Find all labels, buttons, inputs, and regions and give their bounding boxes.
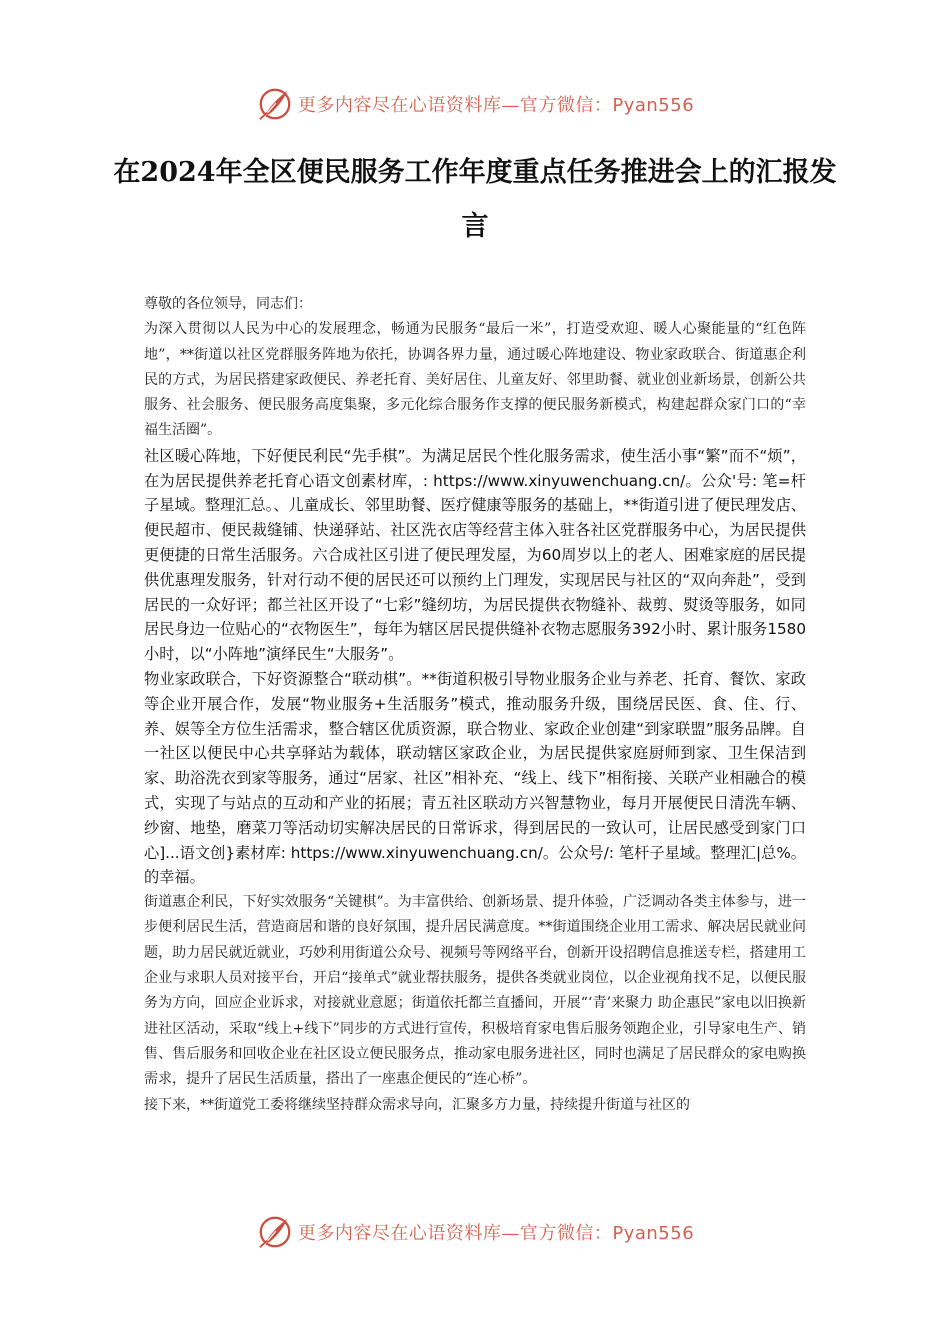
paragraph-benefit-enterprises: 街道惠企利民，下好实效服务“关键棋”。为丰富供给、创新场景、提升体验，广泛调动各类主体参与，进一步便利居民生活，营造商居和谐的良好氛围，提升居民满意度。**街道围绕企业用工需求、解决居民就业问题，助力居民就近就业，巧妙利用街道公众号、视频号等网络平台，创新开设招聘信息推送专栏，搭建用工企业与求职人员对接平台，开启“接单式”就业帮扶服务，提供各类就业岗位，以企业视角找不足，以便民服务为方向，回应企业诉求，对接就业意愿；街道依托都兰直播间，开展“‘青’来聚力 助企惠民”家电以旧换新进社区活动，采取“线上+线下”同步的方式进行宣传，积极培育家电售后服务领跑企业，引导家电生产、销售、售后服务和回收企业在社区设立便民服务点，推动家电服务进社区，同时也满足了居民群众的家电购换需求，提升了居民生活质量，搭出了一座惠企便民的“连心桥”。 <box>144 894 806 1088</box>
wechat-id: Pyan556 <box>612 1223 695 1244</box>
paragraph-property-housekeeping: 物业家政联合，下好资源整合“联动棋”。**街道积极引导物业服务企业与养老、托育、餐饮、家政等企业开展合作，发展“物业服务+生活服务”模式，推动服务升级，围绕居民医、食、住、行、养、娱等全方位生活需求，整合辖区优质资源，联合物业、家政企业创建“到家联盟”服务品牌。自一社区以便民中心共享驿站为载体，联动辖区家政企业，为居民提供家庭厨师到家、卫生保洁到家、助浴洗衣到家等服务，通过“居家、社区”相补充、“线上、线下”相衔接、关联产业相融合的模式，实现了与站点的互动和产业的拓展；青五社区联动方兴智慧物业，每月开展便民日清洗车辆、纱窗、地垫，磨菜刀等活动切实解决居民的日常诉求，得到居民的一致认可，让居民感受到家门口心]...语文创}素材库: https://www.xinyuwenchuang.cn/。公众号/: 笔杆子星域。整理汇|总%。的幸福。 <box>144 669 806 887</box>
banner-text <box>298 1219 694 1245</box>
banner-label: 更多内容尽在心语资料库—官方微信： <box>297 95 613 116</box>
salutation: 尊敬的各位领导，同志们： <box>144 296 312 312</box>
wechat-id: Pyan556 <box>612 95 695 116</box>
paragraph-intro: 为深入贯彻以人民为中心的发展理念，畅通为民服务“最后一米”，打造受欢迎、暖人心聚能量的“红色阵地”，**街道以社区党群服务阵地为依托，协调各界力量，通过暖心阵地建设、物业家政联合、街道惠企利民的方式，为居民搭建家政便民、养老托育、美好居住、儿童友好、邻里助餐、就业创业新场景，创新公共服务、社会服务、便民服务高度集聚，多元化综合服务作支撑的便民服务新模式，构建起群众家门口的“幸福生活圈”。 <box>144 321 806 439</box>
document-body <box>144 292 806 1118</box>
banner-text <box>298 91 694 117</box>
paragraph-community-position: 社区暖心阵地，下好便民利民“先手棋”。为满足居民个性化服务需求，使生活小事“繁”而不“烦”，在为居民提供养老托育心语文创素材库，: https://www.xinyuwenchuang.cn/。公众'号: 笔=杆子星域。整理汇总。、儿童成长、邻里助餐、医疗健康等服务的基础上，**街道引进了便民理发店、便民超市、便民裁缝铺、快递驿站、社区洗衣店等经营主体入驻各社区党群服务中心，为居民提供更便捷的日常生活服务。六合成社区引进了便民理发屋，为60周岁以上的老人、困难家庭的居民提供优惠理发服务，针对行动不便的居民还可以预约上门理发，实现居民与社区的“双向奔赴”，受到居民的一众好评；都兰社区开设了“七彩”缝纫坊，为居民提供衣物缝补、裁剪、熨烫等服务，如同居民身边一位贴心的“衣物医生”，每年为辖区居民提供缝补衣物志愿服务392小时、累计服务1580小时，以“小阵地”演绎民生“大服务”。 <box>144 446 806 664</box>
quill-pen-logo-icon <box>256 85 294 123</box>
quill-pen-logo-icon <box>256 1213 294 1251</box>
document-title: 在2024年全区便民服务工作年度重点任务推进会上的汇报发言 <box>113 157 837 242</box>
header-banner[interactable] <box>0 82 950 126</box>
banner-label: 更多内容尽在心语资料库—官方微信： <box>297 1223 613 1244</box>
paragraph-next-steps: 接下来，**街道党工委将继续坚持群众需求导向，汇聚多方力量，持续提升街道与社区的 <box>144 1096 690 1113</box>
footer-banner[interactable] <box>0 1210 950 1254</box>
